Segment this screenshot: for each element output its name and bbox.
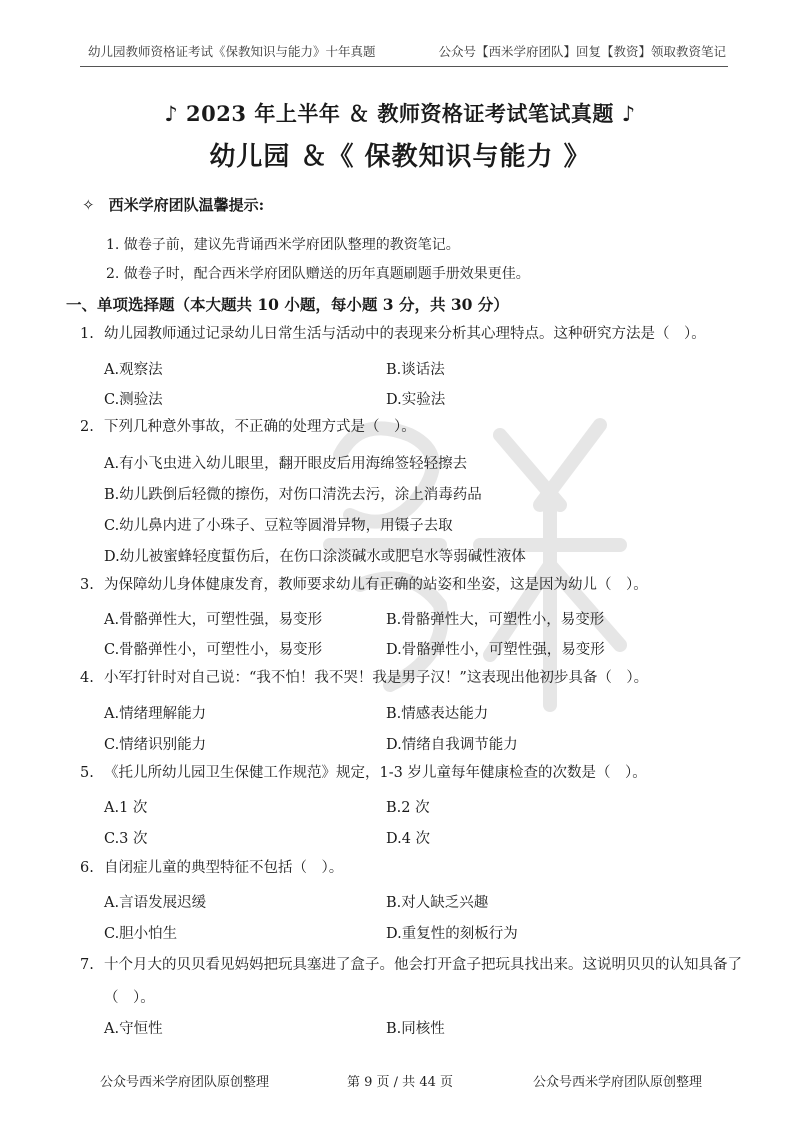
question-number: 7. bbox=[80, 957, 94, 973]
option-c: C.测验法 bbox=[104, 392, 163, 408]
question-text: 幼儿园教师通过记录幼儿日常生活与活动中的表现来分析其心理特点。这种研究方法是（ ）。 bbox=[104, 326, 706, 342]
question-text: 自闭症儿童的典型特征不包括（ ）。 bbox=[104, 860, 344, 876]
question-number: 4. bbox=[80, 670, 94, 686]
option-b: B.对人缺乏兴趣 bbox=[386, 895, 489, 911]
option-a: A.观察法 bbox=[104, 362, 163, 378]
option-d: D.重复性的刻板行为 bbox=[386, 926, 518, 942]
option-c: C.幼儿鼻内进了小珠子、豆粒等圆滑异物，用镊子去取 bbox=[104, 518, 453, 534]
question-number: 2. bbox=[80, 419, 94, 435]
running-header-right: 公众号【西米学府团队】回复【教资】领取教资笔记 bbox=[438, 44, 726, 59]
option-b: B.幼儿跌倒后轻微的擦伤，对伤口清洗去污，涂上消毒药品 bbox=[104, 487, 482, 503]
tip-item: 2. 做卷子时，配合西米学府团队赠送的历年真题刷题手册效果更佳。 bbox=[106, 266, 530, 282]
question-text: 为保障幼儿身体健康发育，教师要求幼儿有正确的站姿和坐姿，这是因为幼儿（ ）。 bbox=[104, 577, 648, 593]
option-b: B.同核性 bbox=[386, 1021, 445, 1037]
option-b: B.2 次 bbox=[386, 800, 430, 816]
option-c: C.胆小怕生 bbox=[104, 926, 178, 942]
question-stem bbox=[80, 853, 740, 883]
option-d: D.情绪自我调节能力 bbox=[386, 737, 518, 753]
tip-item: 1. 做卷子前，建议先背诵西米学府团队整理的教资笔记。 bbox=[106, 237, 460, 253]
sparkle-icon: ✧ bbox=[82, 196, 95, 214]
option-a: A.有小飞虫进入幼儿眼里，翻开眼皮后用海绵签轻轻擦去 bbox=[104, 456, 468, 472]
option-c: C.骨骼弹性小，可塑性小，易变形 bbox=[104, 642, 323, 658]
question-text: 下列几种意外事故，不正确的处理方式是（ ）。 bbox=[104, 419, 416, 435]
tips-heading bbox=[82, 194, 264, 215]
question-text-continued: （ ）。 bbox=[104, 990, 155, 1006]
option-d: D.4 次 bbox=[386, 831, 431, 847]
option-d: D.实验法 bbox=[386, 392, 446, 408]
option-a: A.1 次 bbox=[104, 800, 148, 816]
question-stem bbox=[80, 412, 740, 442]
footer-left: 公众号西米学府团队原创整理 bbox=[100, 1075, 270, 1090]
option-d: D.幼儿被蜜蜂轻度蜇伤后，在伤口涂淡碱水或肥皂水等弱碱性液体 bbox=[104, 549, 526, 565]
option-a: A.情绪理解能力 bbox=[104, 706, 207, 722]
question-stem bbox=[80, 319, 740, 349]
section-title: 一、单项选择题（本大题共 10 小题，每小题 3 分，共 30 分） bbox=[66, 295, 509, 314]
header-divider bbox=[80, 66, 728, 67]
question-stem bbox=[80, 950, 760, 980]
running-header-left: 幼儿园教师资格证考试《保教知识与能力》十年真题 bbox=[88, 44, 376, 59]
option-b: B.情感表达能力 bbox=[386, 706, 489, 722]
exam-subject-title: 幼儿园 ＆《 保教知识与能力 》 bbox=[209, 142, 591, 172]
option-d: D.骨骼弹性小，可塑性强，易变形 bbox=[386, 642, 605, 658]
option-a: A.言语发展迟缓 bbox=[104, 895, 207, 911]
option-c: C.3 次 bbox=[104, 831, 148, 847]
question-text: 《托儿所幼儿园卫生保健工作规范》规定，1-3 岁儿童每年健康检查的次数是（ ）。 bbox=[104, 765, 647, 781]
question-stem bbox=[80, 758, 740, 788]
question-stem bbox=[80, 663, 740, 693]
option-a: A.骨骼弹性大，可塑性强，易变形 bbox=[104, 612, 323, 628]
option-b: B.谈话法 bbox=[386, 362, 445, 378]
question-text: 十个月大的贝贝看见妈妈把玩具塞进了盒子。他会打开盒子把玩具找出来。这说明贝贝的认知具备了 bbox=[104, 957, 742, 973]
tips-heading-text: 西米学府团队温馨提示: bbox=[108, 196, 265, 214]
option-a: A.守恒性 bbox=[104, 1021, 163, 1037]
footer-right: 公众号西米学府团队原创整理 bbox=[532, 1075, 702, 1090]
question-number: 6. bbox=[80, 860, 94, 876]
question-number: 3. bbox=[80, 577, 94, 593]
exam-title: ♪ 2023 年上半年 ＆ 教师资格证考试笔试真题 ♪ bbox=[164, 101, 636, 126]
question-number: 1. bbox=[80, 326, 94, 342]
option-b: B.骨骼弹性大，可塑性小，易变形 bbox=[386, 612, 605, 628]
question-stem bbox=[80, 570, 740, 600]
page-number: 第 9 页 / 共 44 页 bbox=[347, 1075, 453, 1090]
option-c: C.情绪识别能力 bbox=[104, 737, 207, 753]
question-number: 5. bbox=[80, 765, 94, 781]
question-text: 小军打针时对自己说：“我不怕！我不哭！我是男子汉！”这表现出他初步具备（ ）。 bbox=[104, 670, 649, 686]
